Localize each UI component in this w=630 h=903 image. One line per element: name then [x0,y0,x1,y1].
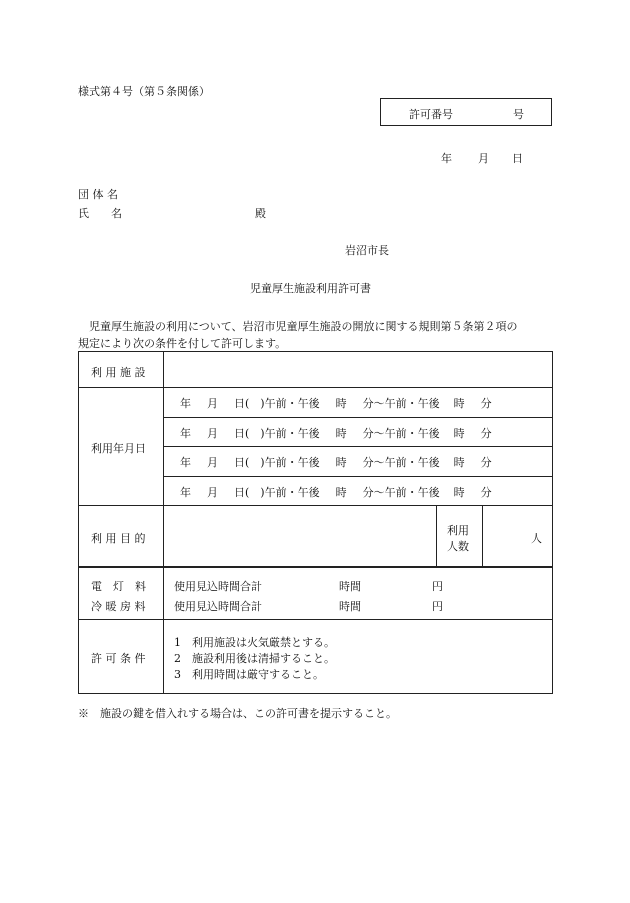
body-text-line-1: 児童厚生施設の利用について、岩沼市児童厚生施設の開放に関する規則第５条第２項の [78,320,518,333]
date-year-label: 年 [441,152,452,165]
date-day-label: 日 [512,152,523,165]
users-unit: 人 [531,532,542,545]
electric-fee-hours: 時間 [339,580,361,593]
aircon-fee-yen: 円 [432,600,443,613]
electric-fee-yen: 円 [432,580,443,593]
honorific: 殿 [255,207,266,220]
name-label: 氏 名 [78,207,122,220]
users-label-top: 利用 [447,524,469,537]
form-reference: 様式第４号（第５条関係） [78,85,210,98]
footnote: ※ 施設の鍵を借入れする場合は、この許可書を提示すること。 [78,707,397,720]
condition-item: 1 利用施設は火気厳禁とする。 [174,636,335,649]
conditions-label: 許 可 条 件 [91,652,146,665]
date-row-4: 年 月 日( )午前・午後 時 分〜午前・午後 時 分 [180,486,492,499]
aircon-fee-label: 冷 暖 房 料 [91,600,146,613]
electric-fee-desc: 使用見込時間合計 [174,580,262,593]
permit-number-label: 許可番号 [409,108,453,121]
usage-date-label: 利用年月日 [91,442,146,455]
permit-number-unit: 号 [513,108,524,121]
facility-label: 利 用 施 設 [91,366,146,379]
date-row-2: 年 月 日( )午前・午後 時 分〜午前・午後 時 分 [180,427,492,440]
date-month-label: 月 [478,152,489,165]
date-row-1: 年 月 日( )午前・午後 時 分〜午前・午後 時 分 [180,397,492,410]
issuer: 岩沼市長 [345,244,389,257]
permit-table [78,351,553,694]
purpose-label: 利 用 目 的 [91,532,146,545]
date-row-3: 年 月 日( )午前・午後 時 分〜午前・午後 時 分 [180,456,492,469]
condition-item: 3 利用時間は厳守すること。 [174,668,324,681]
electric-fee-label: 電 灯 料 [91,580,146,593]
permit-number-box [380,98,552,126]
aircon-fee-desc: 使用見込時間合計 [174,600,262,613]
organization-label: 団 体 名 [78,188,118,201]
body-text-line-2: 規定により次の条件を付して許可します。 [78,337,287,350]
document-title: 児童厚生施設利用許可書 [250,282,371,295]
users-label-bottom: 人数 [447,540,469,553]
condition-item: 2 施設利用後は清掃すること。 [174,652,335,665]
aircon-fee-hours: 時間 [339,600,361,613]
